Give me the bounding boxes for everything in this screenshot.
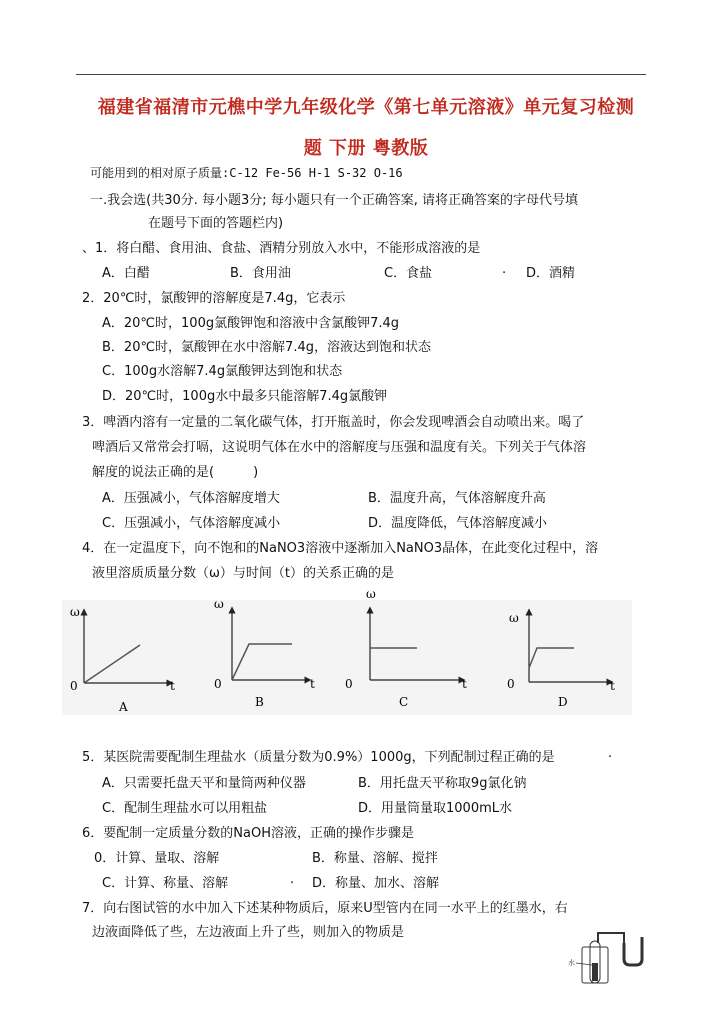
graph-b-y-label: ω [214,597,224,611]
q2-option-b: B．20℃时，氯酸钾在水中溶解7.4g，溶液达到饱和状态 [102,340,431,355]
graph-c-origin: 0 [345,677,353,691]
q6-option-a: 0．计算、量取、溶解 [94,851,220,866]
q5-option-b: B．用托盘天平称取9g氯化钠 [358,776,527,791]
graph-d-curve [529,648,574,668]
graph-d-y-label: ω [509,611,519,625]
q3-stem-line1: 3．啤酒内溶有一定量的二氧化碳气体，打开瓶盖时，你会发现啤酒会自动喷出来。喝了 [82,415,585,430]
q2-option-c: C．100g水溶解7.4g氯酸钾达到饱和状态 [102,364,343,379]
q3-option-a: A．压强减小，气体溶解度增大 [102,491,280,506]
q2-stem: 2．20℃时，氯酸钾的溶解度是7.4g，它表示 [82,291,346,306]
graph-a [70,605,175,714]
atomic-masses-note: 可能用到的相对原子质量:C-12 Fe-56 H-1 S-32 O-16 [90,166,403,180]
q5-option-c: C．配制生理盐水可以用粗盐 [102,801,268,816]
graph-b-curve [232,644,292,680]
q1-option-d: D．酒精 [526,266,576,281]
q6-option-b: B．称量、溶解、搅拌 [312,851,438,866]
graph-b-origin: 0 [214,677,222,691]
q2-option-a: A．20℃时，100g氯酸钾饱和溶液中含氯酸钾7.4g [102,316,400,331]
graph-b [214,597,315,709]
document-title-line2: 题 下册 粤教版 [303,138,429,159]
graph-b-label: B [255,695,264,709]
header-rule [76,74,646,75]
graph-d-origin: 0 [507,677,515,691]
graph-c-label: C [399,695,409,709]
q6-stem: 6．要配制一定质量分数的NaOH溶液，正确的操作步骤是 [82,826,414,841]
graph-d-label: D [558,695,568,709]
q3-option-c: C．压强减小，气体溶解度减小 [102,516,281,531]
section1-instructions-line2: 在题号下面的答题栏内) [148,216,284,231]
q3-stem-line2: 啤酒后又常常会打嗝，这说明气体在水中的溶解度与压强和温度有关。下列关于气体溶 [92,440,587,455]
graph-a-origin: 0 [70,679,78,693]
q3-option-d: D．温度降低，气体溶解度减小 [368,516,548,531]
apparatus-water-label: 水 [568,959,575,967]
q1-option-a: A．白醋 [102,266,150,281]
u-tube-apparatus-figure [562,925,662,987]
graph-c-x-label: t [462,677,467,691]
q1-stem: 、1．将白醋、食用油、食盐、酒精分别放入水中，不能形成溶液的是 [82,241,481,256]
q6-option-d: D．称量、加水、溶解 [312,876,440,891]
graph-a-y-label: ω [70,605,80,619]
section1-instructions-line1: 一.我会选(共30分. 每小题3分; 每小题只有一个正确答案, 请将正确答案的字母代号填 [90,193,579,208]
q3-stem-line3: 解度的说法正确的是( ) [92,465,259,480]
q5-stem: 5．某医院需要配制生理盐水（质量分数为0.9%）1000g，下列配制过程正确的是 [82,750,555,765]
q6-stray-dot: . [290,872,295,887]
graph-b-x-label: t [310,677,315,691]
graph-a-label: A [119,700,128,714]
q5-option-a: A．只需要托盘天平和量筒两种仪器 [102,776,306,791]
q3-option-b: B．温度升高，气体溶解度升高 [368,491,546,506]
q5-option-d: D．用量筒量取1000mL水 [358,801,513,816]
q7-stem-line1: 7．向右图试管的水中加入下述某种物质后，原来U型管内在同一水平上的红墨水，右 [82,901,568,916]
document-title-line1: 福建省福清市元樵中学九年级化学《第七单元溶液》单元复习检测 [97,97,635,118]
graph-c [345,587,467,709]
q4-graphs-svg [62,587,632,715]
q7-stem-line2: 边液面降低了些，左边液面上升了些，则加入的物质是 [92,925,405,940]
q2-option-d: D．20℃时，100g水中最多只能溶解7.4g氯酸钾 [102,389,388,404]
graph-d [507,611,615,709]
graph-a-curve [84,645,140,683]
q6-option-c: C．计算、称量、溶解 [102,876,229,891]
q5-stray-dot: . [608,746,613,761]
q1-option-b: B．食用油 [230,266,291,281]
q4-graphs-panel [62,587,632,715]
q4-stem-line1: 4．在一定温度下，向不饱和的NaNO3溶液中逐渐加入NaNO3晶体，在此变化过程中，溶 [82,541,599,556]
q1-option-c: C．食盐 [384,266,433,281]
q4-stem-line2: 液里溶质质量分数（ω）与时间（t）的关系正确的是 [92,566,394,581]
graph-c-y-label: ω [366,587,376,601]
q1-stray-dot: . [502,262,507,277]
graph-d-x-label: t [610,679,615,693]
graph-a-x-label: t [170,679,175,693]
